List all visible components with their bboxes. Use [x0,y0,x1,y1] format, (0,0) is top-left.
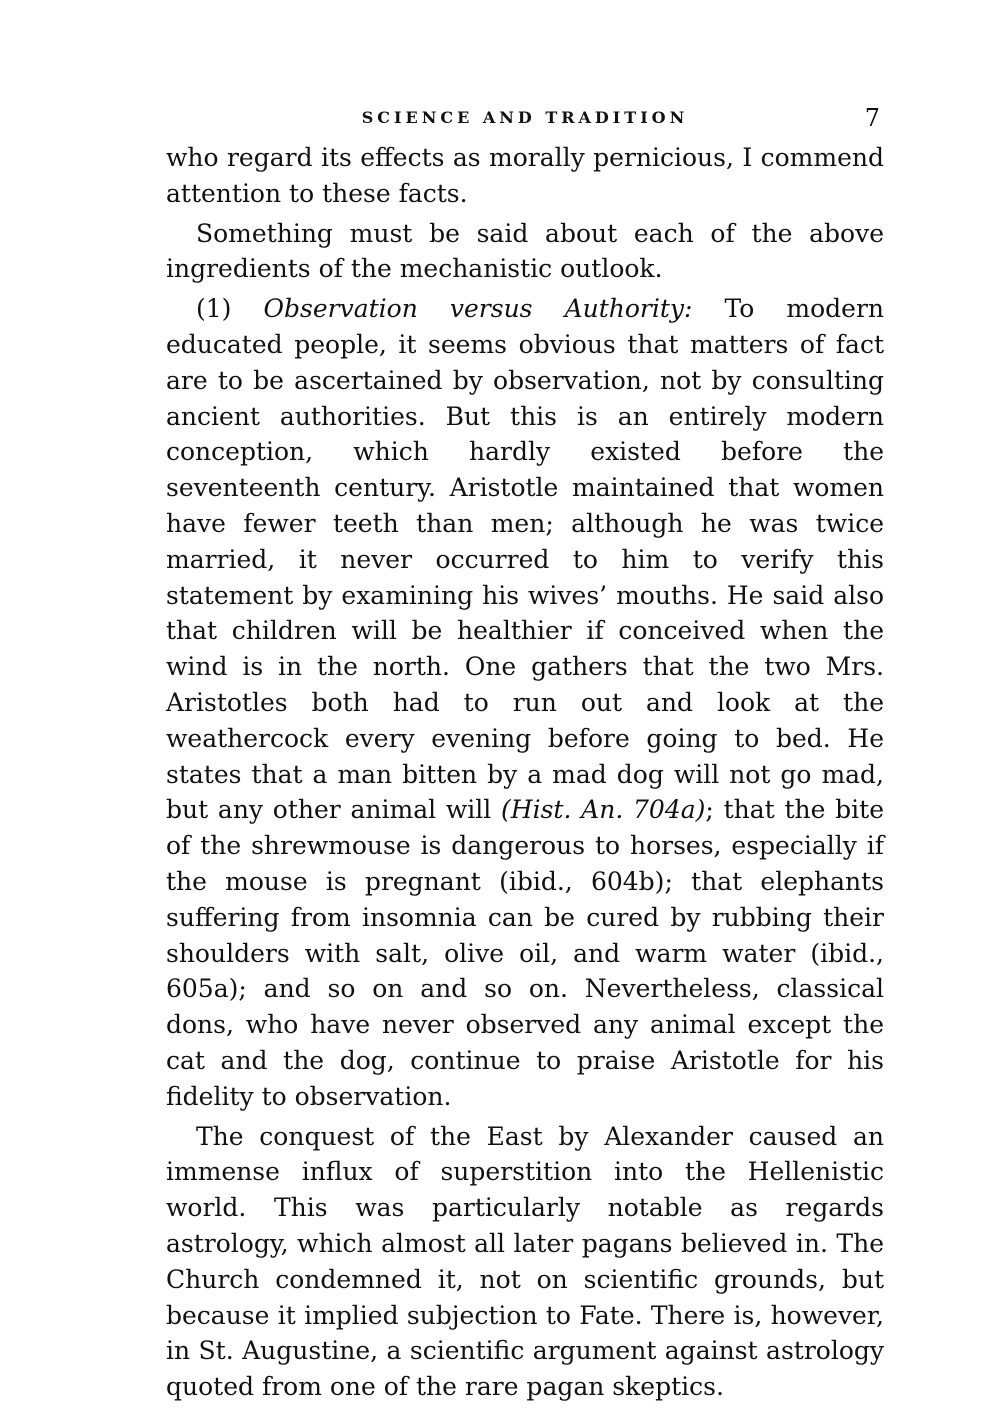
citation: (ibid., 604b) [499,866,665,896]
paragraph-intro: Something must be said about each of the above ingredients of the mechanistic outlook. [166,218,884,284]
paragraph-alexander: The conquest of the East by Alexander caused an immense influx of superstition into the Hellenistic world. This was particularly notable as regards astrology, which almost all later pagans believed in. The Church condemned it, not on scientific grounds, but because it implied subjection to Fate. There is, however, in St. Augustine, a scientific argument against astrology quoted from one of the rare pagan skeptics. [166,1121,884,1402]
section-number: (1) [196,294,232,324]
book-page [166,100,884,1405]
paragraph-text: ; that the bite of the shrewmouse is dangerous to horses, especially if the mouse is pregnant [166,795,884,896]
paragraph-text: ; and so on and so on. Nevertheless, classical dons, who have never observed any animal except the cat and the dog, continue to praise Aristotle for his fidelity to observation. [166,974,884,1111]
paragraph-observation [166,291,884,1114]
body-text [166,140,884,1405]
paragraph-continued: who regard its effects as morally pernicious, I commend attention to these facts. [166,143,884,208]
paragraph-text: To modern educated people, it seems obvious that matters of fact are to be ascertained by observation, not by consulting ancient authorities. But this is an entirely modern conception, which hardly existed before the seventeenth century. Aristotle maintained that women have fewer teeth than men; although he was twice married, it never occurred to him to verify this statement by examining his wives’ mouths. He said also that children will be healthier if conceived when the wind is in the north. One gathers that the two Mrs. Aristotles both had to run out and look at the weathercock every evening before going to bed. He states that a man bitten by a mad dog will not go mad, but any other animal will [166,294,885,825]
citation: (Hist. An. 704a) [501,795,706,825]
section-heading: Observation versus Authority: [263,294,693,324]
running-head [166,100,884,140]
paragraph-text: ; that elephants suffering from insomnia can be cured by rubbing their shoulders with salt, olive oil, and warm water [166,866,884,968]
citation: (ibid., 605a) [166,938,884,1004]
page-number: 7 [864,104,880,132]
running-title: SCIENCE AND TRADITION [361,108,689,127]
